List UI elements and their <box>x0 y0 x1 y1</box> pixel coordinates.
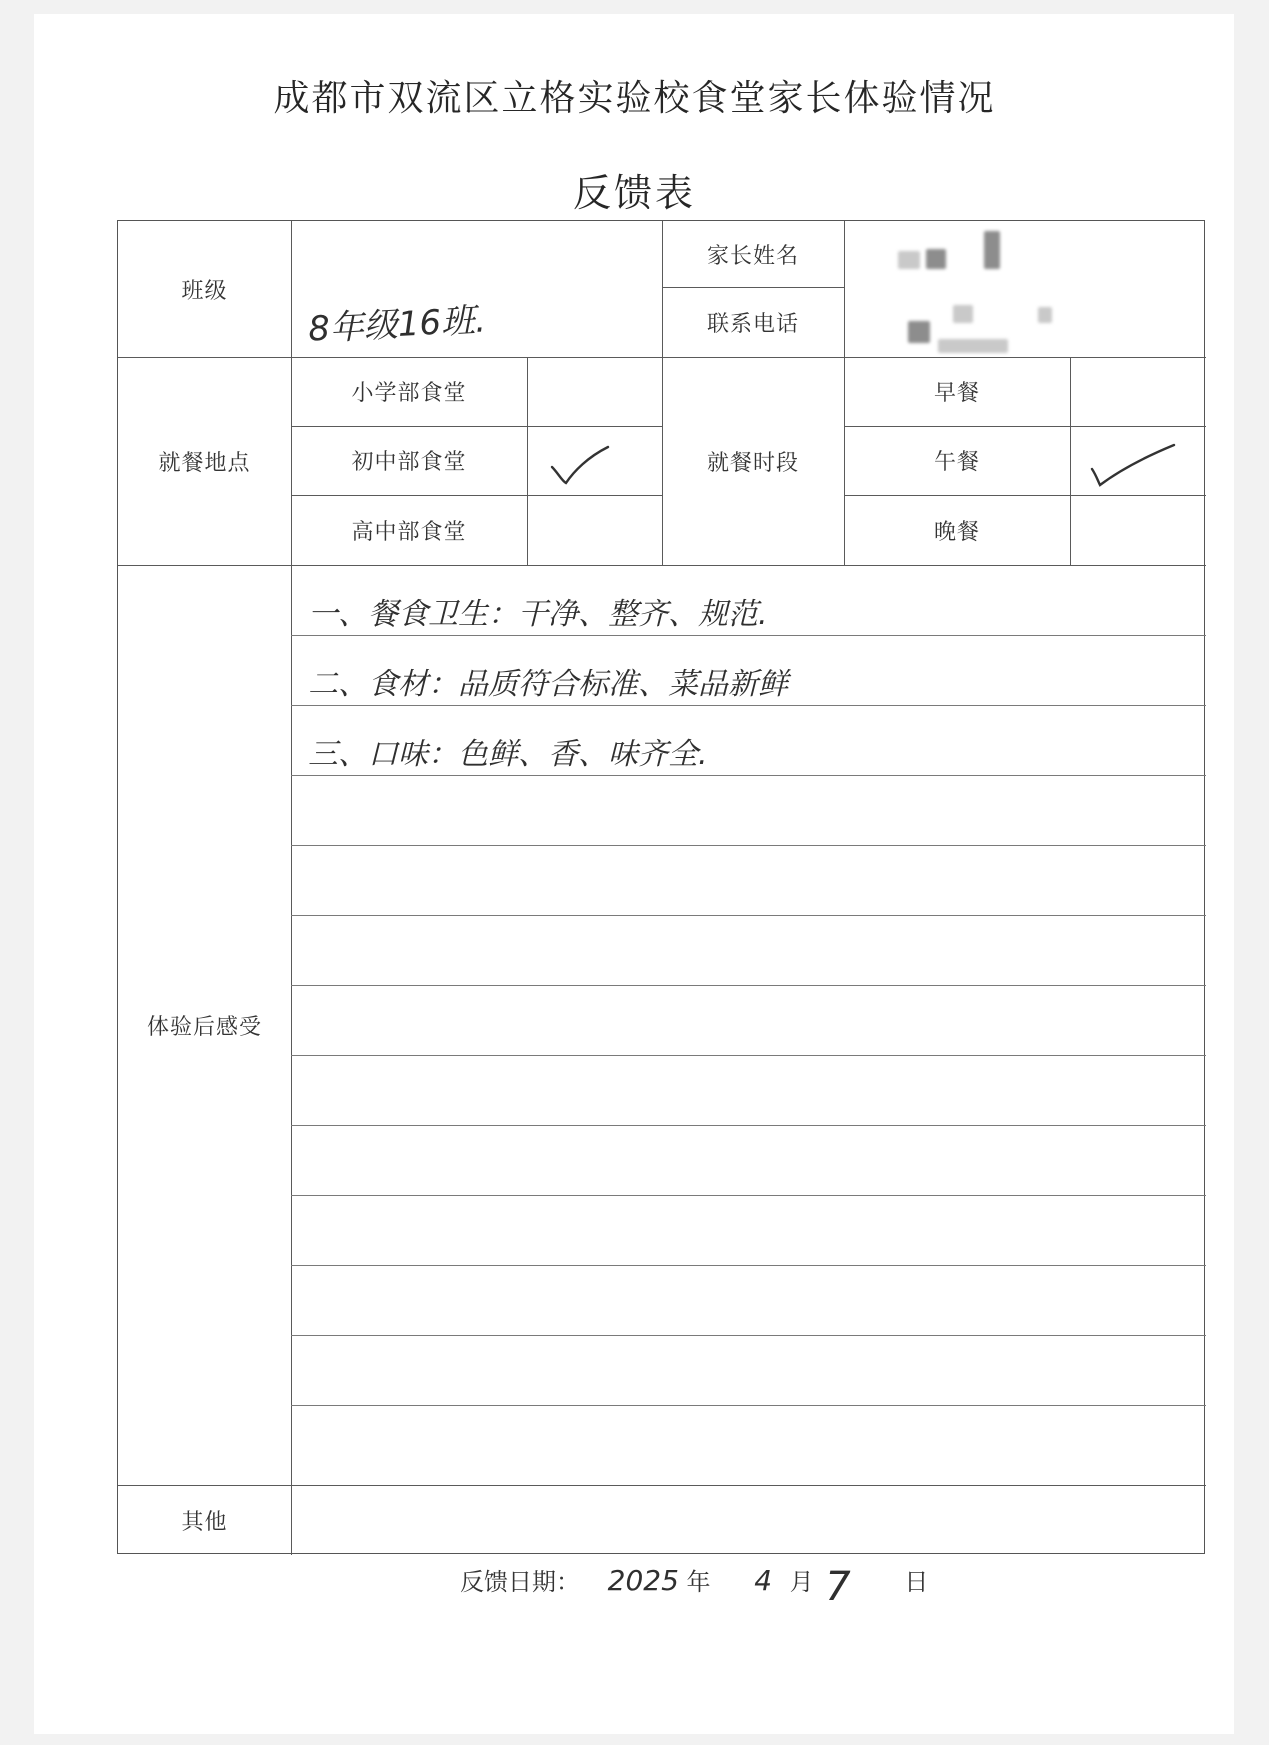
feedback-date <box>460 1562 928 1610</box>
page-subtitle: 反馈表 <box>572 171 696 215</box>
feedback-form <box>117 220 1205 1554</box>
time-lunch: 午餐 <box>933 450 980 475</box>
date-month[interactable]: 4 <box>754 1564 773 1597</box>
phone-redacted[interactable] <box>858 287 1206 357</box>
location-primary: 小学部食堂 <box>351 381 467 406</box>
location-label: 就餐地点 <box>158 450 251 476</box>
check-mark-icon[interactable] <box>548 443 612 487</box>
check-mark-icon[interactable] <box>1088 441 1178 489</box>
location-middle: 初中部食堂 <box>351 450 467 475</box>
date-label: 反馈日期： <box>460 1568 580 1596</box>
feedback-line-1[interactable]: 一、餐食卫生：干净、整齐、规范. <box>308 597 768 632</box>
phone-label: 联系电话 <box>706 311 799 337</box>
date-day[interactable]: 7 <box>825 1564 851 1610</box>
parent-name-redacted[interactable] <box>858 221 1206 287</box>
time-label: 就餐时段 <box>706 450 799 476</box>
time-breakfast: 早餐 <box>933 381 980 406</box>
date-year-unit: 年 <box>686 1568 711 1596</box>
class-value[interactable]: 8年级16班. <box>307 300 487 350</box>
class-label: 班级 <box>181 278 228 304</box>
page-title: 成都市双流区立格实验校食堂家长体验情况 <box>273 78 996 119</box>
date-month-unit: 月 <box>789 1568 814 1596</box>
parent-name-label: 家长姓名 <box>706 243 799 269</box>
feedback-line-3[interactable]: 三、口味：色鲜、香、味齐全. <box>308 737 708 772</box>
date-year[interactable]: 2025 <box>607 1564 679 1597</box>
other-field[interactable] <box>291 1485 1206 1555</box>
other-label: 其他 <box>181 1509 228 1535</box>
time-dinner: 晚餐 <box>933 519 980 545</box>
feedback-line-2[interactable]: 二、食材：品质符合标准、菜品新鲜 <box>308 667 788 702</box>
feedback-label: 体验后感受 <box>146 1014 262 1040</box>
location-high: 高中部食堂 <box>351 519 467 545</box>
date-day-unit: 日 <box>904 1568 929 1596</box>
